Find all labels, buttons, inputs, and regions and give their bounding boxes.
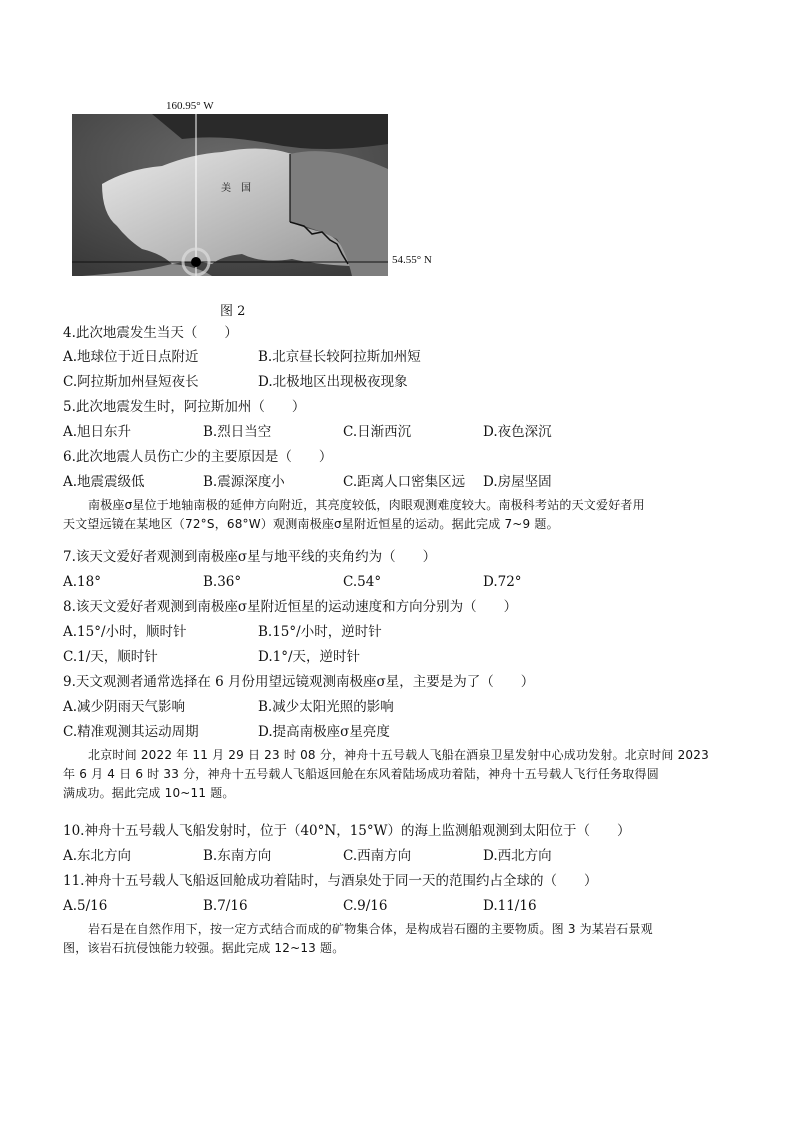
passage-line: 满成功。据此完成 10~11 题。 <box>63 786 235 800</box>
passage-3 <box>63 920 653 958</box>
question-7-stem: 7.该天文爱好者观测到南极座σ星与地平线的夹角约为（ ） <box>63 549 437 565</box>
option: B.东南方向 <box>203 848 272 864</box>
option: A.5/16 <box>63 898 108 914</box>
figure-caption: 图 2 <box>220 304 246 319</box>
question-8-options <box>63 649 763 667</box>
option: B.7/16 <box>203 898 248 914</box>
option: C.9/16 <box>343 898 388 914</box>
option: B.震源深度小 <box>203 474 285 490</box>
option: D.房屋坚固 <box>483 474 552 490</box>
option: D.北极地区出现极夜现象 <box>258 374 408 390</box>
passage-line: 南极座σ星位于地轴南极的延伸方向附近，其亮度较低，肉眼观测难度较大。南极科考站的天文爱好者用 <box>88 498 645 512</box>
question-6-options <box>63 474 763 492</box>
option: A.减少阴雨天气影响 <box>63 699 186 715</box>
option: B.烈日当空 <box>203 424 272 440</box>
option: B.36° <box>203 574 242 590</box>
question-4-options <box>63 374 763 392</box>
option: A.15°/小时，顺时针 <box>63 624 187 640</box>
option: C.54° <box>343 574 382 590</box>
passage-1 <box>63 496 645 534</box>
question-9-options <box>63 699 763 717</box>
passage-line: 图，该岩石抗侵蚀能力较强。据此完成 12~13 题。 <box>63 941 345 955</box>
option: C.精准观测其运动周期 <box>63 724 199 740</box>
passage-line: 岩石是在自然作用下，按一定方式结合而成的矿物集合体，是构成岩石圈的主要物质。图 3 为某岩石景观 <box>88 922 653 936</box>
question-10-options <box>63 848 763 866</box>
option: C.1/天，顺时针 <box>63 649 158 665</box>
latitude-label: 54.55° N <box>392 254 432 266</box>
question-6-stem: 6.此次地震人员伤亡少的主要原因是（ ） <box>63 449 333 465</box>
question-8-options <box>63 624 763 642</box>
option: D.提高南极座σ星亮度 <box>258 724 390 740</box>
question-5-stem: 5.此次地震发生时，阿拉斯加州（ ） <box>63 399 306 415</box>
option: D.72° <box>483 574 522 590</box>
option: C.西南方向 <box>343 848 412 864</box>
question-4-stem: 4.此次地震发生当天（ ） <box>63 325 238 341</box>
longitude-label: 160.95° W <box>166 100 214 112</box>
question-10-stem: 10.神舟十五号载人飞船发射时，位于（40°N，15°W）的海上监测船观测到太阳位于（ ） <box>63 823 631 839</box>
option: B.15°/小时，逆时针 <box>258 624 382 640</box>
option: A.旭日东升 <box>63 424 132 440</box>
option: D.11/16 <box>483 898 537 914</box>
option: A.地球位于近日点附近 <box>63 349 199 365</box>
country-label: 美 国 <box>221 183 251 194</box>
question-11-options <box>63 898 763 916</box>
passage-line: 天文望远镜在某地区（72°S，68°W）观测南极座σ星附近恒星的运动。据此完成 7~9 题。 <box>63 517 559 531</box>
question-5-options <box>63 424 763 442</box>
option: C.日渐西沉 <box>343 424 412 440</box>
option: C.阿拉斯加州昼短夜长 <box>63 374 199 390</box>
option: A.18° <box>63 574 101 590</box>
option: A.地震震级低 <box>63 474 145 490</box>
passage-line: 年 6 月 4 日 6 时 33 分，神舟十五号载人飞船返回舱在东风着陆场成功着陆，神舟十五号载人飞行任务取得圆 <box>63 767 659 781</box>
option: C.距离人口密集区远 <box>343 474 466 490</box>
question-4-options <box>63 349 763 367</box>
question-9-options <box>63 724 763 742</box>
option: D.西北方向 <box>483 848 552 864</box>
alaska-map <box>72 114 388 276</box>
option: B.减少太阳光照的影响 <box>258 699 394 715</box>
question-8-stem: 8.该天文爱好者观测到南极座σ星附近恒星的运动速度和方向分别为（ ） <box>63 599 518 615</box>
option: D.夜色深沉 <box>483 424 552 440</box>
passage-line: 北京时间 2022 年 11 月 29 日 23 时 08 分，神舟十五号载人飞船在酒泉卫星发射中心成功发射。北京时间 2023 <box>88 748 709 762</box>
question-7-options <box>63 574 763 592</box>
question-11-stem: 11.神舟十五号载人飞船返回舱成功着陆时，与酒泉处于同一天的范围约占全球的（ ） <box>63 873 598 889</box>
option: B.北京昼长较阿拉斯加州短 <box>258 349 421 365</box>
question-9-stem: 9.天文观测者通常选择在 6 月份用望远镜观测南极座σ星，主要是为了（ ） <box>63 674 535 690</box>
option: D.1°/天，逆时针 <box>258 649 361 665</box>
passage-2 <box>63 746 709 803</box>
option: A.东北方向 <box>63 848 132 864</box>
